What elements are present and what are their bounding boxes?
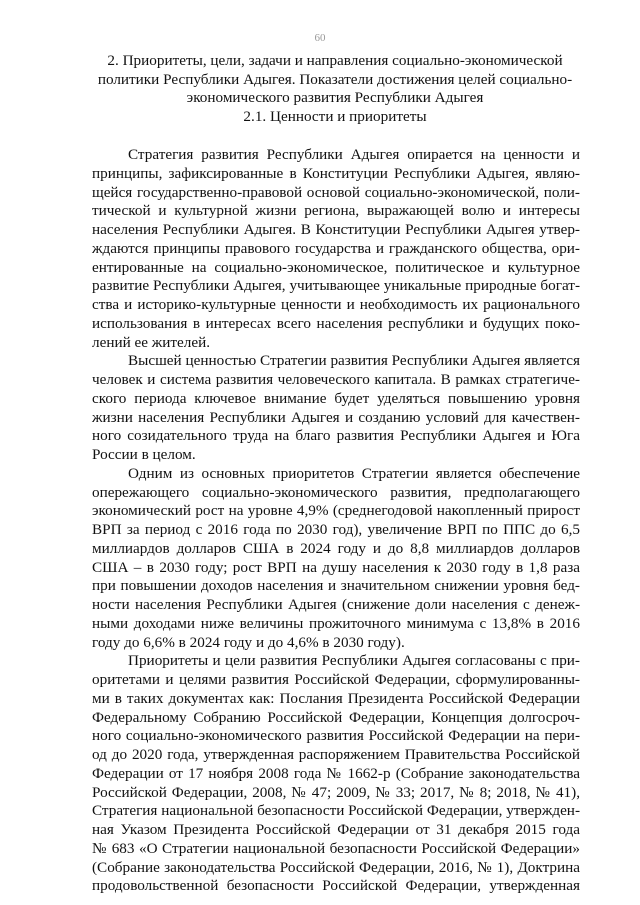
text-line: развитие Республики Адыгея, учитывающее уникальные природные богат- (92, 277, 580, 295)
text-line: ными доходами ниже величины прожиточного минимума с 13,8% в 2016 (92, 614, 580, 632)
text-line: году до 6,6% в 2024 году и до 4,6% в 2030 году). (92, 633, 405, 651)
text-line: ного созидательного труда на благо развития Республики Адыгея и Юга (92, 427, 580, 445)
text-line: ства и историко-культурные ценности и необходимость их рационального (92, 296, 580, 313)
text-line: использования в интересах всего населения республики и будущих поко- (92, 314, 580, 332)
text-line: человек и система развития человеческого капитала. В рамках стратегиче- (92, 371, 580, 388)
text-line: США – в 2030 году; рост ВРП на душу населения к 2030 году в 1,8 раза (92, 558, 580, 576)
paragraph-constitution-values (92, 146, 580, 352)
text-line: миллиардов долларов США в 2024 году и до 8,8 миллиардов долларов (92, 539, 580, 557)
text-line: жизни населения Республики Адыгея и созданию условий для качествен- (92, 408, 580, 426)
text-line: № 683 «О Стратегии национальной безопасности Российской Федерации» (92, 839, 580, 857)
text-line: Стратегия национальной безопасности Российской Федерации, утвержден- (92, 802, 580, 820)
text-line: Одним из основных приоритетов Стратегии является обеспечение (128, 464, 580, 482)
text-line: лений ее жителей. (92, 333, 211, 351)
text-line: ного социально-экономического развития Российской Федерации на пери- (92, 727, 580, 745)
text-line: Российской Федерации, 2008, № 47; 2009, № 33; 2017, № 8; 2018, № 41), (92, 783, 580, 801)
section-heading (90, 52, 580, 126)
text-line: ентированные на социально-экономическое, политическое и культурное (92, 258, 580, 276)
text-line: принципы, зафиксированные в Конституции Республики Адыгея, являю- (92, 164, 580, 182)
paragraph-federal-alignment (92, 652, 580, 896)
text-line: России в целом. (92, 446, 196, 463)
subsection-heading: 2.1. Ценности и приоритеты (243, 107, 427, 125)
text-line: Стратегия развития Республики Адыгея опирается на ценности и (128, 146, 580, 163)
text-line: ми в таких документах как: Послания Президента Российской Федерации (92, 689, 580, 707)
text-line: опережающего социально-экономического развития, предполагающего (92, 483, 580, 501)
text-line: ная Указом Президента Российской Федерации от 31 декабря 2015 года (92, 821, 580, 838)
paragraph-human-capital (92, 352, 580, 465)
text-line: тической и культурной жизни региона, выражающей волю и интересы (92, 202, 580, 220)
page-number: 60 (314, 32, 326, 44)
text-line: экономический рост на уровне 4,9% (среднегодовой накопленный прирост (92, 502, 580, 520)
heading-line: политики Республики Адыгея. Показатели достижения целей социально- (97, 70, 573, 88)
text-line: оритетами и целями развития Российской Федерации, сформулированны- (92, 671, 580, 688)
text-line: продовольственной безопасности Российской Федерации, утвержденная (92, 877, 580, 895)
text-line: Федерации от 17 ноября 2008 года № 1662-р (Собрание законодательства (92, 764, 580, 782)
text-line: ВРП за период с 2016 года по 2030 год), увеличение ВРП по ППС до 6,5 (92, 521, 580, 538)
text-line: щейся государственно-правовой основой социально-экономической, поли- (92, 183, 580, 201)
text-line: ского периода ключевое внимание будет уделяться повышению уровня (92, 389, 580, 407)
text-line: Приоритеты и цели развития Республики Адыгея согласованы с при- (128, 652, 580, 670)
text-line: ности населения Республики Адыгея (снижение доли населения с денеж- (92, 596, 580, 613)
paragraph-economic-growth (92, 465, 580, 653)
text-line: (Собрание законодательства Российской Федерации, 2016, № 1), Доктрина (92, 858, 580, 876)
heading-line: экономического развития Республики Адыгея (186, 89, 484, 106)
text-line: ждаются принципы правового государства и гражданского общества, ори- (92, 239, 580, 257)
text-line: при повышении доходов населения и значительном снижении уровня бед- (92, 577, 580, 595)
document-body (92, 146, 580, 896)
text-line: населения Республики Адыгея. В Конституции Республики Адыгея утвер- (92, 221, 580, 238)
text-line: од до 2020 года, утвержденная распоряжением Правительства Российской (92, 746, 580, 763)
text-line: Высшей ценностью Стратегии развития Республики Адыгея является (128, 352, 580, 370)
heading-line: 2. Приоритеты, цели, задачи и направления социально-экономической (107, 52, 563, 69)
text-line: Федеральному Собранию Российской Федерации, Концепция долгосроч- (92, 708, 580, 726)
